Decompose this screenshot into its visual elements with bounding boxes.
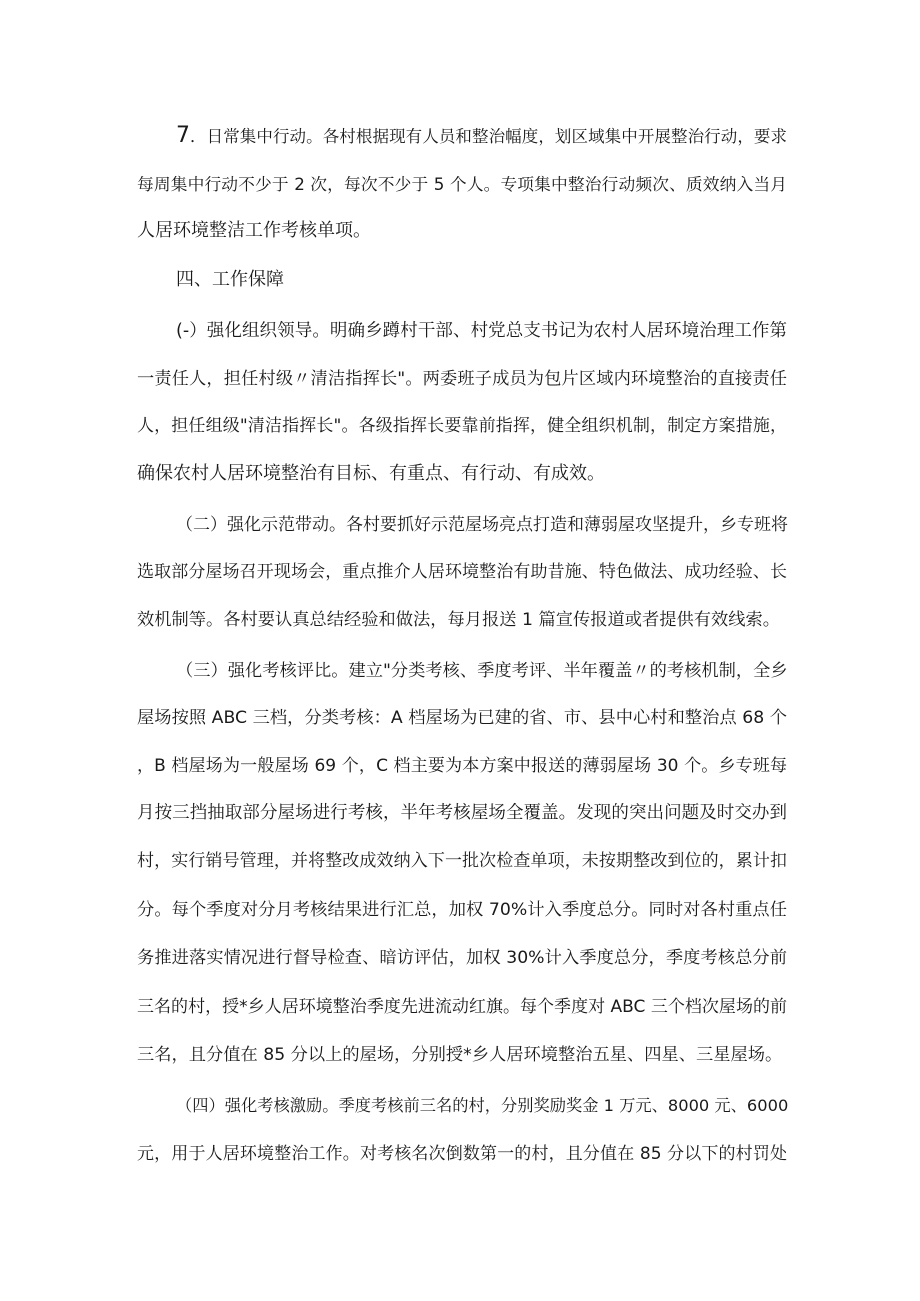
para-3-line-8: 三名的村，授*乡人居环境整治季度先进流动红旗。每个季度对 ABC 三个档次屋场的前 [137,997,787,1017]
section-heading: 四、工作保障 [176,269,284,290]
item-7-number: 7 [176,123,190,148]
item-7-text: ．日常集中行动。各村根据现有人员和整治幅度，划区域集中开展整治行动，要求 [189,127,787,146]
para-1-line-2: 一责任人，担任村级〃清洁指挥长"。两委班子成员为包片区域内环境整治的直接责任 [137,369,787,389]
para-3-line-6: 分。每个季度对分月考核结果进行汇总，加权 70%计入季度总分。同时对各村重点任 [137,900,787,920]
para-3-line-5: 村，实行销号管理，并将整改成效纳入下一批次检查单项，未按期整改到位的，累计扣 [137,851,787,871]
para-4-line-1: （四）强化考核激励。季度考核前三名的村，分别奖励奖金 1 万元、8000 元、6000 [176,1096,789,1115]
item-7-line-1 [176,124,787,149]
para-4-line-2: 元，用于人居环境整治工作。对考核名次倒数第一的村，且分值在 85 分以下的村罚处 [137,1144,787,1164]
para-2-line-3: 效机制等。各村要认真总结经验和做法，每月报送 1 篇宣传报道或者提供有效线索。 [137,610,780,630]
para-3-line-1: （三）强化考核评比。建立"分类考核、季度考评、半年覆盖〃的考核机制，全乡 [176,661,788,681]
para-2-line-2: 选取部分屋场召开现场会，重点推介人居环境整治有助昔施、特色做法、成功经验、长 [137,562,787,582]
para-1-line-3: 人，担任组级"清洁指挥长"。各级指挥长要靠前指挥，健全组织机制，制定方案措施， [137,416,787,436]
para-1-line-1: (-）强化组织领导。明确乡蹲村干部、村党总支书记为农村人居环境治理工作第 [176,321,787,341]
para-3-line-7: 务推进落实情况进行督导检查、暗访评估，加权 30%计入季度总分，季度考核总分前 [137,948,787,968]
para-1-line-4: 确保农村人居环境整治有目标、有重点、有行动、有成效。 [137,463,605,484]
para-3-line-4: 月按三挡抽取部分屋场进行考核，半年考核屋场全覆盖。发现的突出问题及时交办到 [137,803,787,823]
item-7-line-3: 人居环境整洁工作考核单项。 [137,220,371,241]
item-7-line-2: 每周集中行动不少于 2 次，每次不少于 5 个人。专项集中整治行动频次、质效纳入当月 [137,174,787,194]
para-2-line-1: （二）强化示范带动。各村要抓好示范屋场亮点打造和薄弱屋攻坚提升，乡专班将 [176,515,788,535]
para-3-line-9: 三名，且分值在 85 分以上的屋场，分别授*乡人居环境整治五星、四星、三星屋场。 [137,1045,783,1065]
para-3-line-3: ，B 档屋场为一般屋场 69 个，C 档主要为本方案中报送的薄弱屋场 30 个。乡专班每 [137,756,787,776]
para-3-line-2: 屋场按照 ABC 三档，分类考核：A 档屋场为已建的省、市、县中心村和整治点 68 个 [137,708,787,728]
